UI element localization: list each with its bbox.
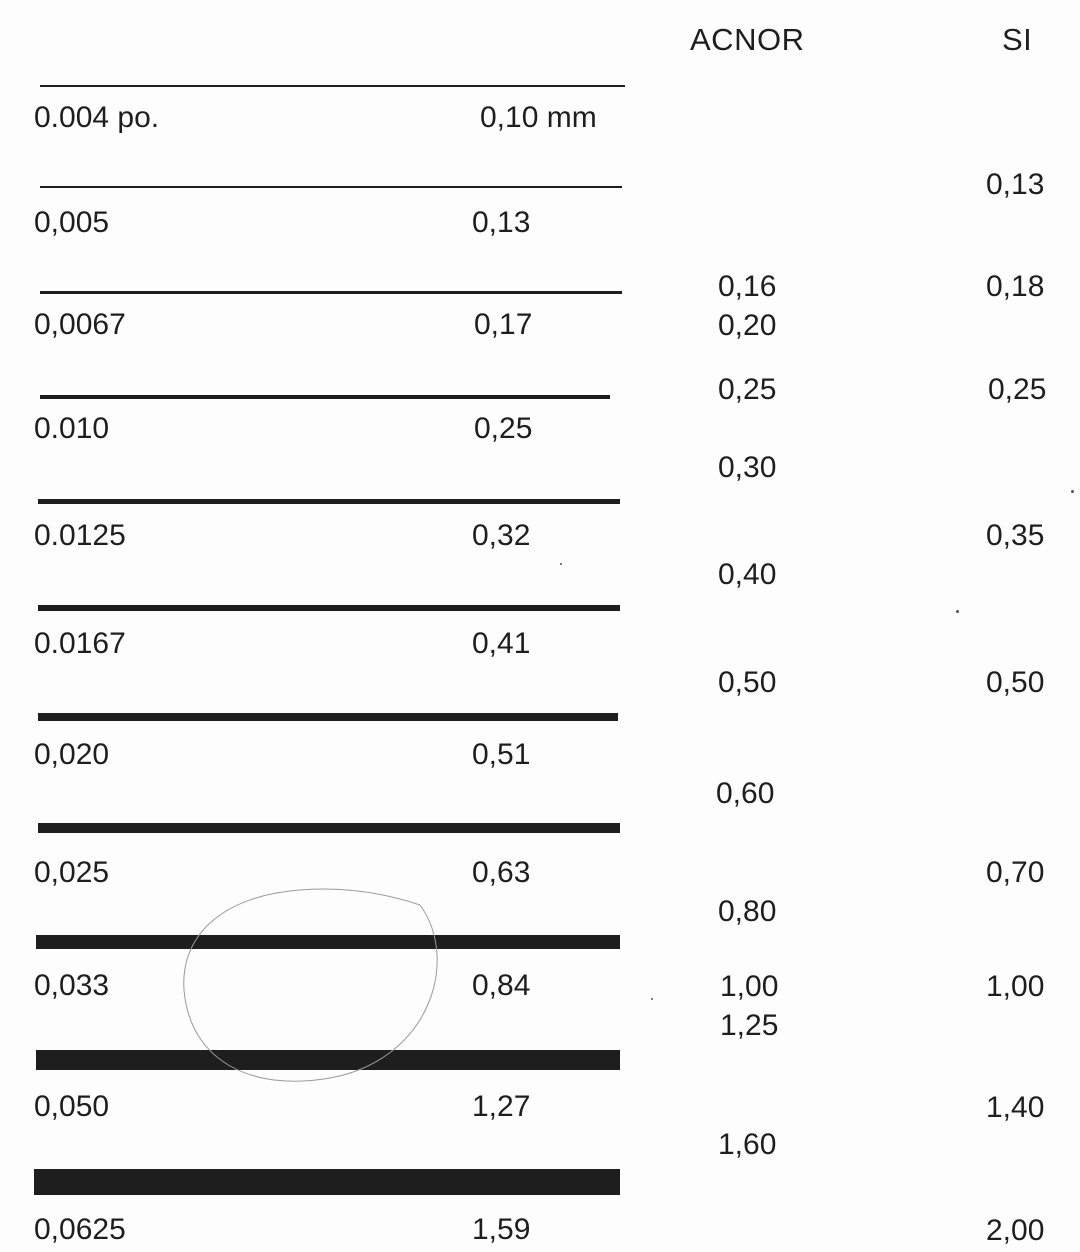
- line-sample-0-033: [36, 935, 620, 949]
- acnor-value: 0,40: [718, 558, 777, 591]
- inch-value: 0,0625: [34, 1213, 126, 1246]
- acnor-value: 1,25: [720, 1009, 779, 1042]
- line-sample-0-050: [36, 1050, 620, 1070]
- mm-value: 0,63: [472, 856, 531, 889]
- line-sample-0-0067: [40, 291, 622, 294]
- si-value: 2,00: [986, 1214, 1045, 1247]
- si-value: 0,25: [988, 373, 1047, 406]
- line-sample-0-0625: [34, 1169, 620, 1195]
- inch-value: 0.0125: [34, 519, 126, 552]
- line-sample-0-020: [38, 713, 618, 721]
- scan-speck: [956, 610, 959, 613]
- mm-value: 0,51: [472, 738, 531, 771]
- inch-value: 0,020: [34, 738, 110, 771]
- si-value: 0,35: [986, 519, 1045, 552]
- mm-value: 1,27: [472, 1090, 531, 1123]
- inch-value: 0.0167: [34, 627, 126, 660]
- scan-speck: [1071, 490, 1074, 493]
- inch-value: 0,005: [34, 206, 110, 239]
- acnor-value: 0,50: [718, 666, 777, 699]
- si-column-header: SI: [1002, 22, 1033, 57]
- mm-value: 0,17: [474, 308, 533, 341]
- mm-value: 0,84: [472, 969, 531, 1002]
- acnor-value: 0,80: [718, 895, 777, 928]
- inch-value: 0,050: [34, 1090, 110, 1123]
- inch-value: 0,033: [34, 969, 110, 1002]
- acnor-value: 0,16: [718, 270, 777, 303]
- line-sample-0-025: [38, 823, 620, 833]
- line-sample-0-005: [40, 186, 622, 188]
- scan-speck: [560, 563, 562, 565]
- line-sample-0-0125: [38, 499, 620, 504]
- line-sample-0-0167: [38, 605, 620, 611]
- mm-value: 0,10 mm: [480, 101, 597, 134]
- acnor-value: 0,25: [718, 373, 777, 406]
- mm-value: 0,13: [472, 206, 531, 239]
- inch-value: 0.010: [34, 412, 110, 445]
- si-value: 0,70: [986, 856, 1045, 889]
- acnor-column-header: ACNOR: [690, 22, 805, 57]
- acnor-value: 0,20: [718, 309, 777, 342]
- si-value: 0,18: [986, 270, 1045, 303]
- si-value: 1,00: [986, 970, 1045, 1003]
- acnor-value: 1,60: [718, 1128, 777, 1161]
- inch-value: 0.004 po.: [34, 101, 160, 134]
- mm-value: 0,32: [472, 519, 531, 552]
- inch-value: 0,025: [34, 856, 110, 889]
- scan-speck: [651, 998, 653, 1000]
- mm-value: 0,41: [472, 627, 531, 660]
- inch-value: 0,0067: [34, 308, 126, 341]
- mm-value: 1,59: [472, 1213, 531, 1246]
- mm-value: 0,25: [474, 412, 533, 445]
- line-sample-0-010: [40, 395, 610, 399]
- si-value: 1,40: [986, 1091, 1045, 1124]
- acnor-value: 1,00: [720, 970, 779, 1003]
- acnor-value: 0,60: [716, 777, 775, 810]
- line-sample-0-004: [40, 85, 625, 87]
- si-value: 0,13: [986, 168, 1045, 201]
- si-value: 0,50: [986, 666, 1045, 699]
- acnor-value: 0,30: [718, 451, 777, 484]
